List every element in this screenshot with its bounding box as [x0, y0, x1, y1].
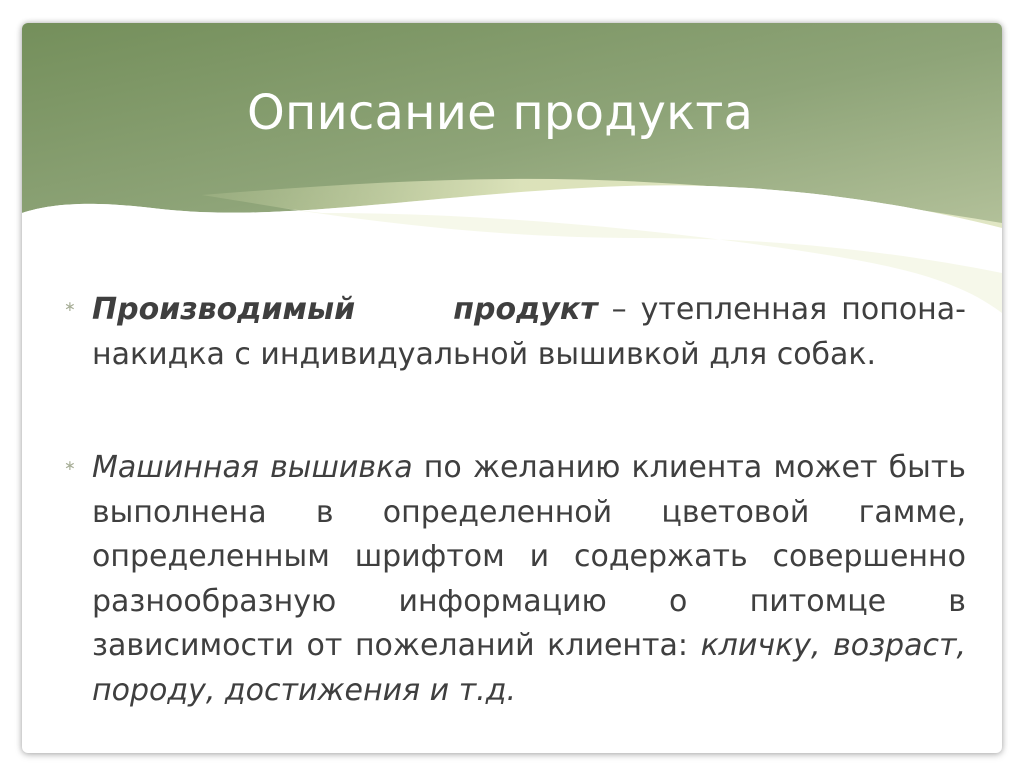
slide-title: Описание продукта — [247, 85, 754, 141]
term-product: продукт — [453, 292, 598, 327]
bullet-icon: ∗ — [64, 299, 76, 315]
bullet-icon: ∗ — [64, 458, 76, 474]
slide — [22, 23, 1002, 753]
embroidery-examples: кличку, возраст, породу, достижения и т.д. — [92, 628, 966, 708]
paragraph-embroidery — [92, 446, 966, 713]
paragraph-product — [92, 288, 966, 377]
term-embroidery: Машинная вышивка — [92, 450, 413, 485]
product-description: – утепленная попона-накидка с индивидуальной вышивкой для собак. — [92, 292, 966, 372]
embroidery-description: по желанию клиента может быть выполнена в определенной цветовой гамме, определенным шрифтом и содержать совершенно разнообразную информацию о питомце в зависимости от пожеланий клиента: — [92, 450, 966, 663]
term-produced: Производимый — [92, 292, 356, 327]
header-background — [22, 23, 1002, 313]
